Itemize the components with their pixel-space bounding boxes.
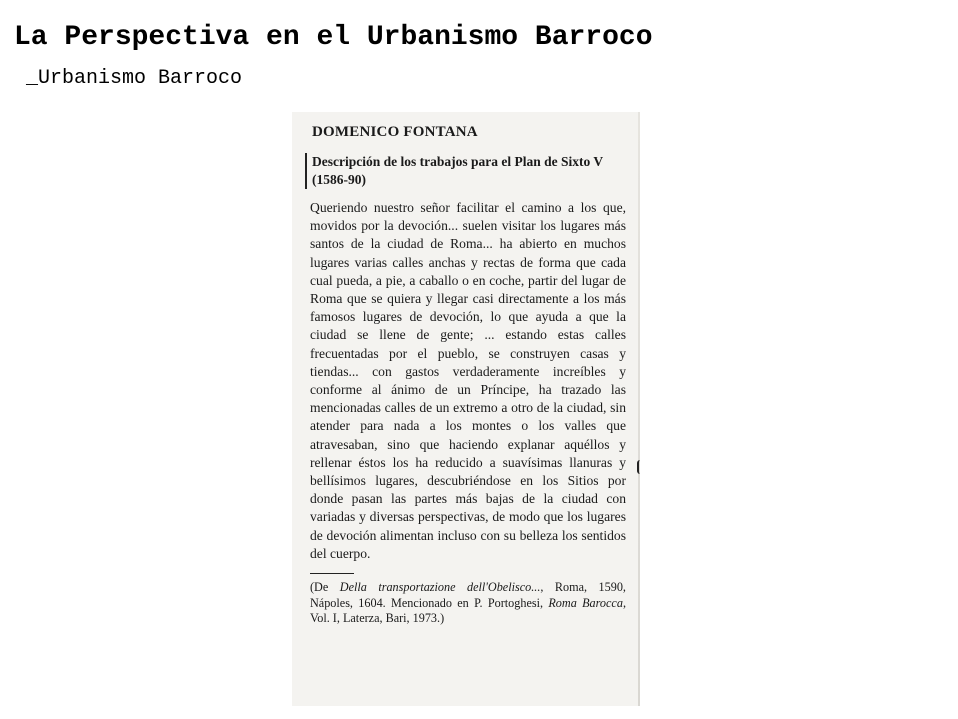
document-body-text: Queriendo nuestro señor facilitar el camino a los que, movidos por la devoción... suelen visitar los lugares más santos de la ciudad de Roma... ha abierto en muchos lugares varias calles anchas y rectas de forma que cada cual pueda, a pie, a caballo o en coche, partir del lugar de Roma que se quiera y llegar casi directamente a los más famosos lugares de devoción, lo que ayuda a que la ciudad se llene de gente; ... estando estas calles frecuentadas por el pueblo, se construyen casas y tiendas... con gastos verdaderamente increíbles y conforme al ánimo de un Príncipe, ha trazado las mencionadas calles de un extremo a otro de la ciudad, sin atender para nada a los montes o los valles que atravesaban, sino que haciendo explanar aquéllos y rellenar éstos los ha reducido a suavísimas llanuras y bellísimos lugares, descubriéndose en los Sitios por donde pasan las partes más bajas de la ciudad con variadas y diversas perspectivas, de modo que los lugares de devoción alimentan incluso con su belleza los sentidos del cuerpo.: [310, 200, 626, 561]
scan-edge-mark: [637, 460, 642, 474]
scanned-document: [292, 112, 640, 706]
source-work-italic: Della transportazione dell'Obelisco...: [339, 580, 541, 595]
document-author: DOMENICO FONTANA: [312, 124, 478, 140]
source-book-italic: Roma Barocca: [548, 595, 623, 610]
document-work-title: Descripción de los trabajos para el Plan de Sixto V (1586-90): [305, 153, 626, 189]
document-source-citation: [310, 580, 626, 627]
source-middle: , Roma, 1590, Nápoles, 1604. Mencionado en P. Portoghesi,: [310, 580, 626, 610]
slide-title: La Perspectiva en el Urbanismo Barroco: [14, 22, 653, 53]
slide-subtitle: _Urbanismo Barroco: [26, 67, 243, 90]
source-prefix: (De: [310, 580, 340, 595]
footnote-rule: [310, 573, 354, 574]
source-suffix: , Vol. I, Laterza, Bari, 1973.): [310, 595, 626, 626]
